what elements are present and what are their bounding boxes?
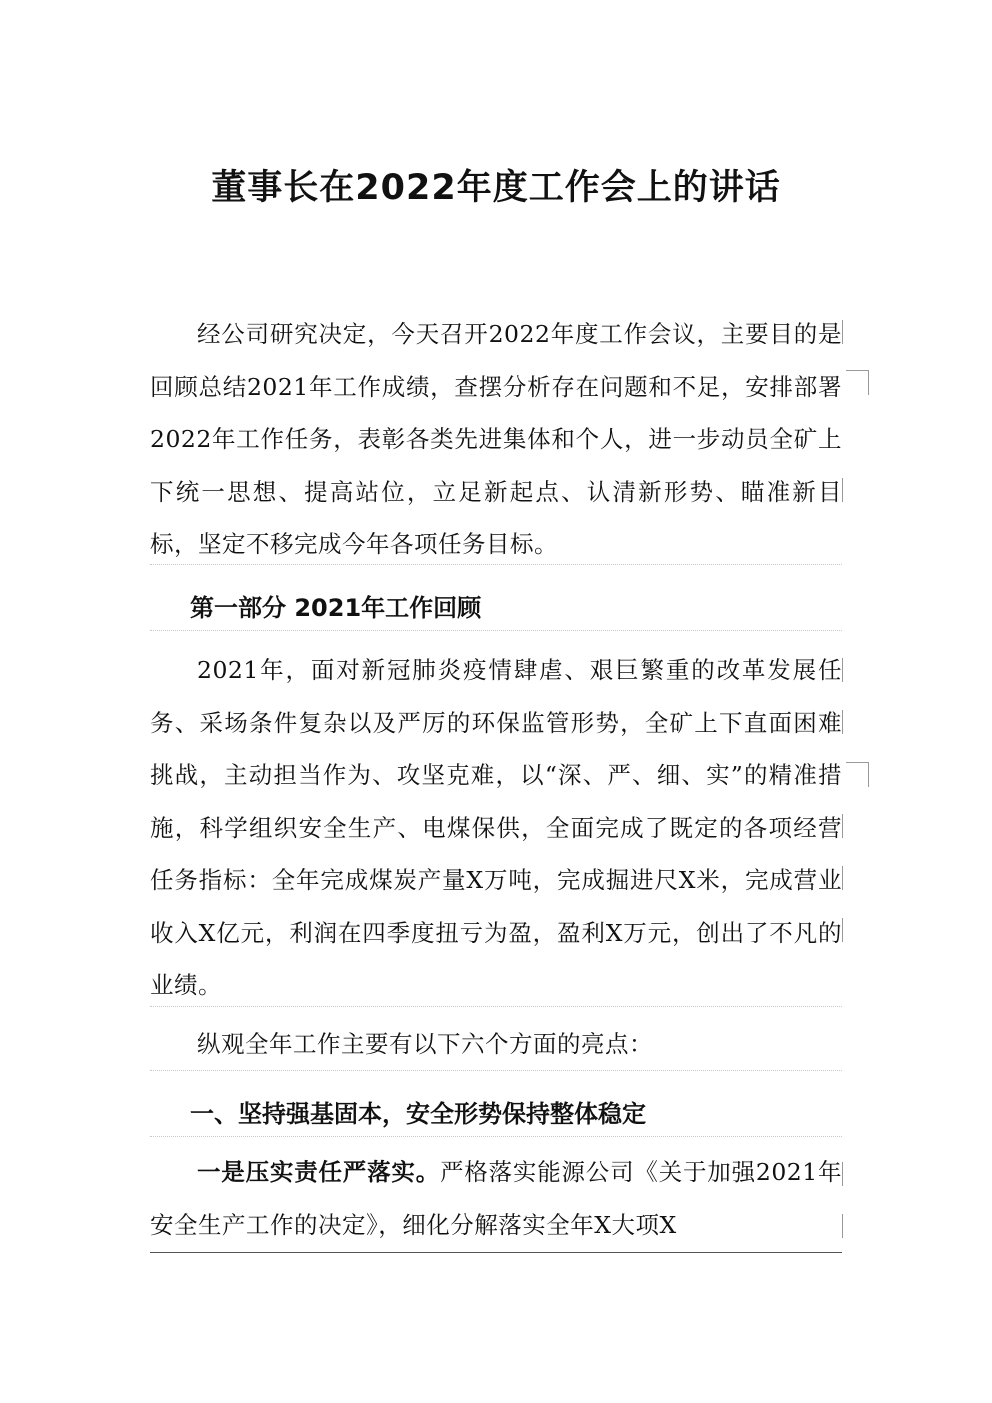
margin-marker bbox=[842, 1162, 843, 1186]
point1-paragraph bbox=[150, 1146, 842, 1251]
paragraph-divider bbox=[150, 564, 842, 565]
heading-section1-block bbox=[150, 1094, 842, 1129]
review-text: 2021年，面对新冠肺炎疫情肆虐、艰巨繁重的改革发展任务、采场条件复杂以及严厉的环保监管形势，全矿上下直面困难挑战，主动担当作为、攻坚克难，以“深、严、细、实”的精准措施，科学组织安全生产、电煤保供，全面完成了既定的各项经营任务指标：全年完成煤炭产量X万吨，完成掘进尺X米，完成营业收入X亿元，利润在四季度扭亏为盈，盈利X万元，创出了不凡的业绩。 bbox=[150, 656, 842, 999]
margin-marker bbox=[842, 1214, 843, 1238]
paragraph-divider bbox=[150, 1070, 842, 1071]
paragraph-intro bbox=[150, 308, 842, 571]
point1-text: 严格落实能源公司《关于加强2021年安全生产工作的决定》，细化分解落实全年X大项X bbox=[150, 1158, 842, 1239]
paragraph-overview bbox=[150, 1018, 842, 1071]
paragraph-divider bbox=[150, 630, 842, 631]
margin-marker bbox=[842, 658, 843, 682]
heading-part1-block bbox=[150, 588, 842, 623]
overview-text: 纵观全年工作主要有以下六个方面的亮点： bbox=[197, 1030, 653, 1058]
margin-marker bbox=[846, 762, 869, 787]
document-title: 董事长在2022年度工作会上的讲话 bbox=[211, 168, 781, 208]
margin-marker bbox=[842, 710, 843, 734]
point1-lead: 一是压实责任严落实。 bbox=[197, 1158, 440, 1186]
margin-marker bbox=[842, 814, 843, 838]
margin-marker bbox=[842, 478, 843, 502]
paragraph-point1 bbox=[150, 1146, 842, 1251]
margin-marker bbox=[842, 866, 843, 890]
intro-text: 经公司研究决定，今天召开2022年度工作会议，主要目的是回顾总结2021年工作成绩，查摆分析存在问题和不足，安排部署2022年工作任务，表彰各类先进集体和个人，进一步动员全矿上下统一思想、提高站位，立足新起点、认清新形势、瞄准新目标，坚定不移完成今年各项任务目标。 bbox=[150, 320, 842, 558]
margin-marker bbox=[846, 370, 869, 395]
heading-section1: 一、坚持强基固本，安全形势保持整体稳定 bbox=[190, 1100, 646, 1128]
paragraph-divider bbox=[150, 1006, 842, 1007]
paragraph-review bbox=[150, 644, 842, 1012]
margin-marker bbox=[842, 320, 843, 344]
heading-part1: 第一部分 2021年工作回顾 bbox=[190, 594, 482, 622]
page-bottom-rule bbox=[150, 1252, 842, 1253]
paragraph-divider bbox=[150, 1136, 842, 1137]
margin-marker bbox=[842, 918, 843, 942]
